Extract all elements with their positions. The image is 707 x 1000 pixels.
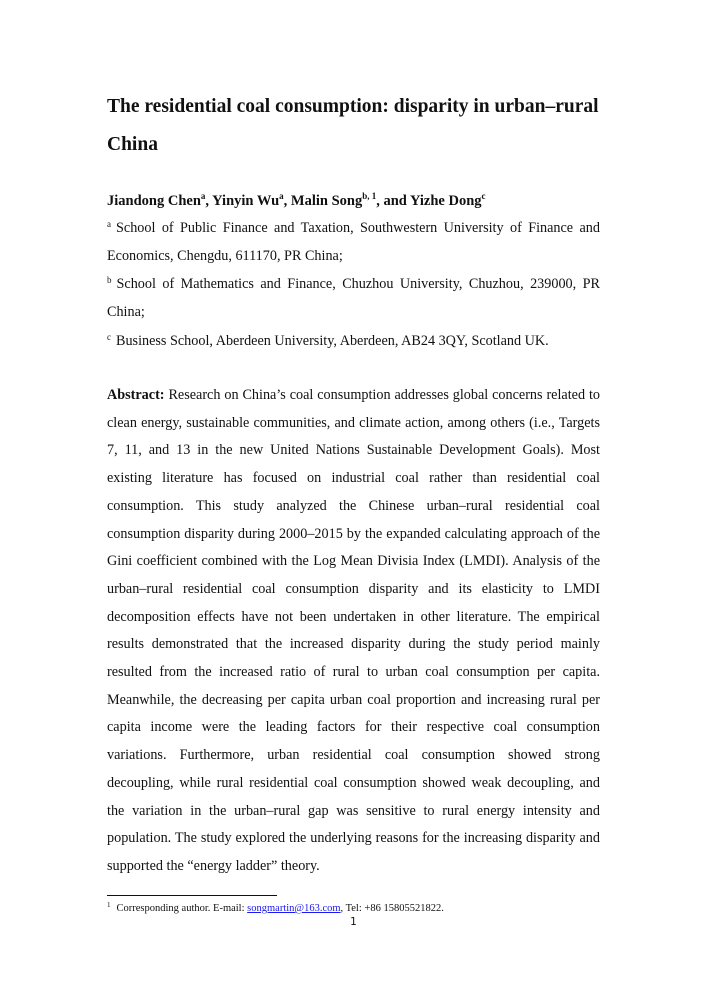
affiliation-text: Business School, Aberdeen University, Aberdeen, AB24 3QY, Scotland UK.: [116, 333, 549, 349]
paper-title: The residential coal consumption: disparity in urban–rural China: [107, 96, 599, 155]
abstract-label: Abstract:: [107, 387, 165, 403]
author-affiliation-mark: a: [200, 191, 206, 201]
footnote-divider: [107, 895, 277, 896]
author-separator: ,: [283, 193, 291, 209]
footnote: [107, 902, 600, 916]
author-separator: ,: [205, 193, 213, 209]
footnote-mark: 1: [107, 901, 111, 909]
email-link[interactable]: songmartin@163.com: [247, 903, 341, 914]
page-number: 1: [350, 916, 357, 928]
affiliation-b: [107, 270, 600, 326]
affiliation-c: [107, 327, 600, 355]
footnote-prefix: Corresponding author. E-mail:: [116, 903, 248, 914]
affiliation-text: School of Mathematics and Finance, Chuzhou University, Chuzhou, 239000, PR China;: [107, 276, 600, 320]
affiliation-mark: a: [107, 219, 111, 229]
author-name: Yinyin Wu: [212, 193, 280, 209]
author-list: [107, 191, 600, 211]
author-affiliation-mark: c: [481, 191, 486, 201]
affiliation-a: [107, 214, 600, 270]
author-name: Malin Song: [290, 193, 363, 209]
affiliation-mark: c: [107, 332, 111, 342]
author-name: Jiandong Chen: [107, 193, 201, 209]
author-name: Yizhe Dong: [409, 193, 482, 209]
affiliation-text: School of Public Finance and Taxation, Southwestern University of Finance and Economics, Chengdu, 611170, PR China;: [107, 220, 600, 264]
abstract: [107, 382, 600, 881]
author-separator: , and: [376, 193, 410, 209]
author-affiliation-mark: b, 1: [362, 191, 377, 201]
footnote-suffix: , Tel: +86 15805521822.: [340, 903, 444, 914]
affiliation-mark: b: [107, 275, 112, 285]
author-affiliation-mark: a: [279, 191, 284, 201]
abstract-text: Research on China’s coal consumption addresses global concerns related to clean energy, sustainable communities, and climate action, among others (i.e., Targets 7, 11, and 13 in the new United Nations Sustainable Development Goals). Most existing literature has focused on industrial coal rather than residential coal consumption. This study analyzed the Chinese urban–rural residential coal consumption disparity during 2000–2015 by the expanded calculating approach of the Gini coefficient combined with the Log Mean Divisia Index (LMDI). Analysis of the urban–rural residential coal consumption disparity and its elasticity to LMDI decomposition effects have not been undertaken in other literature. The empirical results demonstrated that the increased disparity during the study period mainly resulted from the increased ratio of rural to urban coal consumption per capita. Meanwhile, the decreasing per capita urban coal proportion and increasing rural per capita income were the leading factors for their respective coal consumption variations. Furthermore, urban residential coal consumption showed strong decoupling, while rural residential coal consumption showed weak decoupling, and the variation in the urban–rural gap was sensitive to rural energy intensity and population. The study explored the underlying reasons for the increasing disparity and supported the “energy ladder” theory.: [107, 387, 601, 874]
